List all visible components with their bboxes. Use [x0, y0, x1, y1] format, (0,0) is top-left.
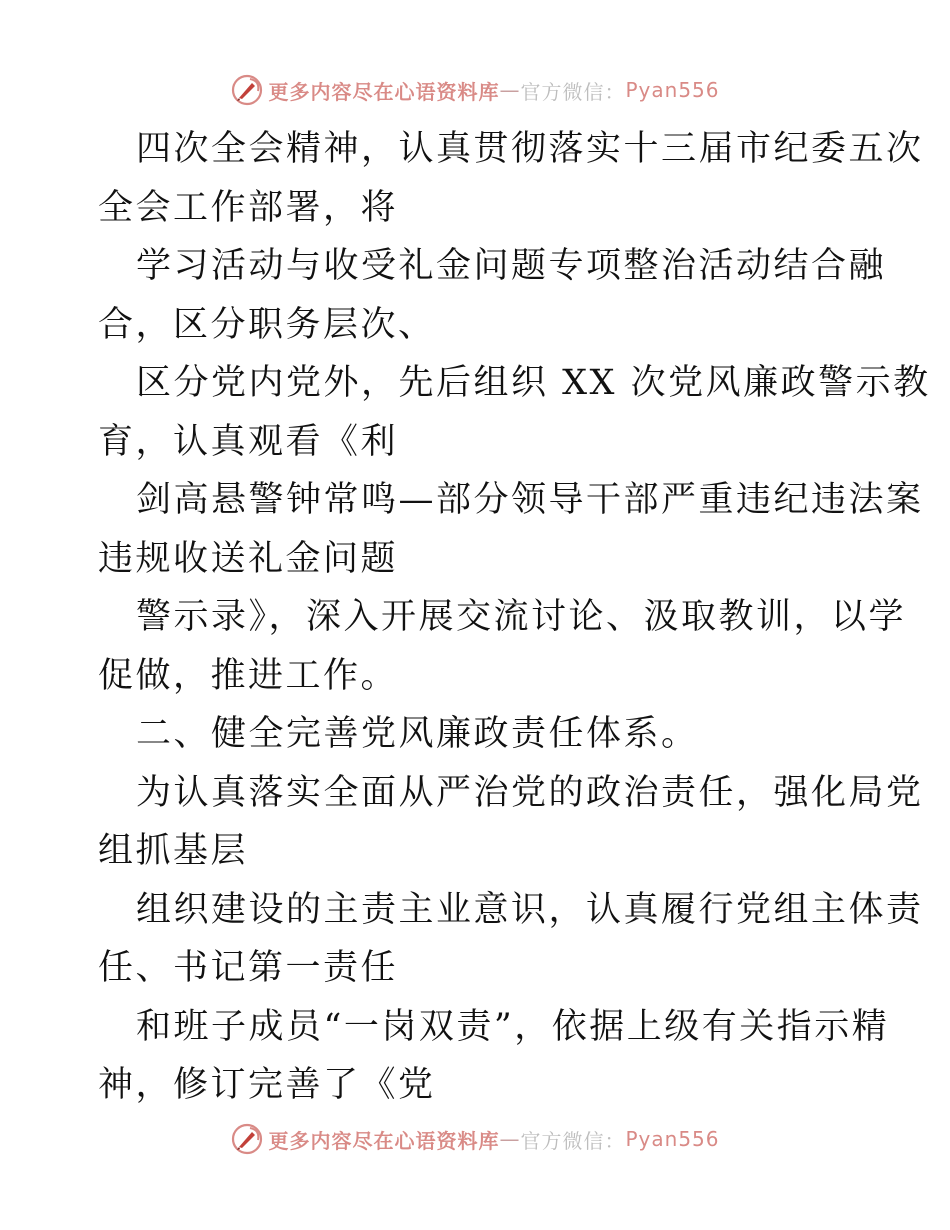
section-heading: 二、健全完善党风廉政责任体系。 [136, 714, 699, 754]
text-line: 警示录》，深入开展交流讨论、汲取教训，以学 [136, 597, 907, 637]
quill-pen-logo-icon [230, 73, 264, 107]
banner-title: 更多内容尽在心语资料库 [268, 79, 500, 104]
text-line: 任、书记第一责任 [98, 948, 399, 988]
text-line: 组抓基层 [98, 831, 249, 871]
text-line: 违规收送礼金问题 [98, 538, 399, 579]
footer-watermark-banner [0, 1119, 950, 1159]
banner-separator: — [499, 78, 521, 102]
text-line: 神，修订完善了《党 [98, 1065, 436, 1105]
text-line: 剑高悬警钟常鸣—部分领导干部严重违纪违法案 [136, 480, 924, 520]
text-line: 和班子成员“一岗双责”，依据上级有关指示精 [136, 1006, 890, 1047]
text-line: 四次全会精神，认真贯彻落实十三届市纪委五次 [136, 129, 924, 169]
header-watermark-banner [0, 70, 950, 110]
banner-separator: — [499, 1127, 521, 1151]
text-line: 为认真落实全面从严治党的政治责任，强化局党 [136, 772, 924, 813]
quill-pen-logo-icon [230, 1122, 264, 1156]
text-line: 全会工作部署，将 [98, 187, 399, 228]
text-line: 合，区分职务层次、 [98, 304, 436, 345]
text-line: 学习活动与收受礼金问题专项整治活动结合融 [136, 246, 887, 286]
banner-official-label: 官方微信： [520, 79, 626, 104]
banner-account-id: Pyan556 [625, 78, 720, 102]
banner-official-label: 官方微信： [520, 1128, 626, 1153]
text-line: 组织建设的主责主业意识，认真履行党组主体责 [136, 889, 924, 930]
banner-account-id: Pyan556 [625, 1127, 720, 1151]
text-line: 育，认真观看《利 [98, 421, 399, 462]
text-line: 区分党内党外，先后组织 XX 次党风廉政警示教 [136, 363, 931, 403]
text-line: 促做，推进工作。 [98, 655, 399, 696]
banner-title: 更多内容尽在心语资料库 [268, 1128, 500, 1153]
document-body [98, 120, 931, 1115]
